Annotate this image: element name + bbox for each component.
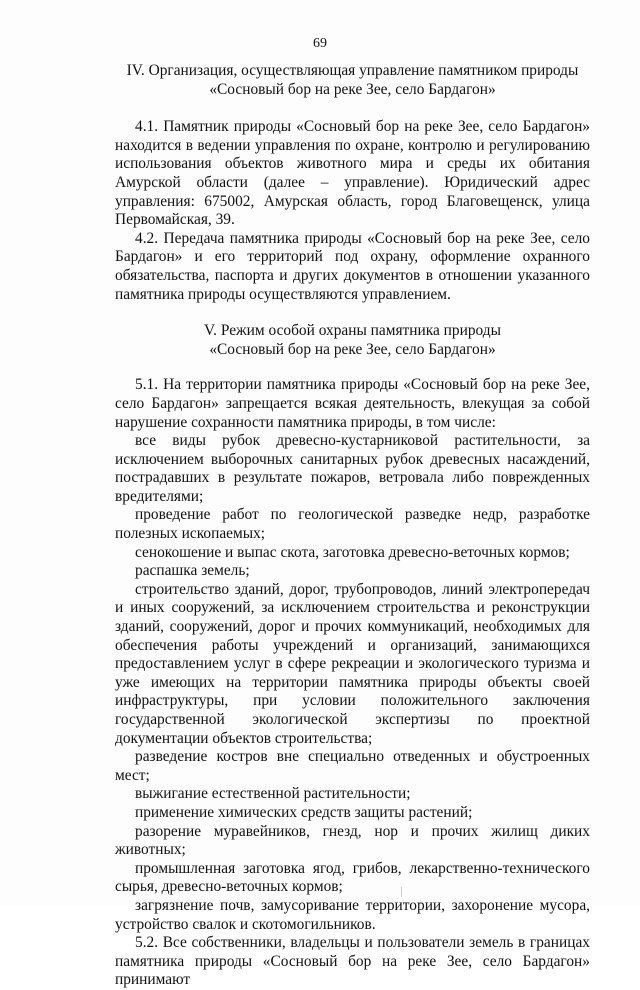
section-5-title-line-1: V. Режим особой охраны памятника природы xyxy=(204,322,501,340)
section-5-title-line-2: «Сосновый бор на реке Зее, село Бардагон» xyxy=(209,340,496,358)
section-5-heading xyxy=(115,322,590,359)
paragraph-4-2: 4.2. Передача памятника природы «Сосновый бор на реке Зее, село Бардагон» и его территорий под охрану, оформление охранного обязательства, паспорта и других документов в отношении указанного памятника природы осуществляются управлением. xyxy=(115,229,590,303)
paragraph-4-1: 4.1. Памятник природы «Сосновый бор на реке Зее, село Бардагон» находится в ведении управления по охране, контролю и регулированию использования объектов животного мира и среды их обитания Амурской области (далее – управление). Юридический адрес управления: 675002, Амурская область, город Благовещенск, улица Первомайская, 39. xyxy=(115,118,590,229)
list-item-construction: строительство зданий, дорог, трубопроводов, линий электропередач и иных сооружений, за исключением строительства и реконструкции зданий, сооружений, дорог и прочих коммуникаций, необходимых для обеспечения работы учреждений и организаций, занимающихся предоставлением услуг в сфере рекреации и экологического туризма и уже имеющих на территории памятника природы объекты своей инфраструктуры, при условии положительного заключения государственной экологической экспертизы по проектной документации объектов строительства; xyxy=(115,580,590,747)
list-item-harvesting: промышленная заготовка ягод, грибов, лекарственно-технического сырья, древесно-веточных кормов; xyxy=(115,859,590,896)
list-item-logging: все виды рубок древесно-кустарниковой растительности, за исключением выборочных санитарных рубок древесных насаждений, пострадавших в результате пожаров, ветровала либо поврежденных вредителями; xyxy=(115,432,590,505)
list-item-haymaking: сенокошение и выпас скота, заготовка древесно-веточных кормов; xyxy=(135,543,570,561)
section-4-title-line-1: IV. Организация, осуществляющая управление памятником природы xyxy=(126,62,579,79)
list-item-pollution: загрязнение почв, замусоривание территории, захоронение мусора, устройство свалок и скотомогильников. xyxy=(115,896,590,933)
scan-mark xyxy=(401,887,402,897)
spacer xyxy=(115,99,590,118)
list-item-burning: выжигание естественной растительности; xyxy=(135,785,411,803)
paragraph-5-2: 5.2. Все собственники, владельцы и пользователи земель в границах памятника природы «Сосновый бор на реке Зее, село Бардагон» принимают xyxy=(115,934,590,989)
section-4-heading xyxy=(115,62,590,99)
section-4-title-line-2: «Сосновый бор на реке Зее, село Бардагон» xyxy=(209,80,496,98)
list-item-chemicals: применение химических средств защиты растений; xyxy=(135,803,473,821)
list-item-geology: проведение работ по геологической разведке недр, разработке полезных ископаемых; xyxy=(115,506,590,543)
document-body xyxy=(115,62,590,990)
list-item-fires: разведение костров вне специально отведенных и обустроенных мест; xyxy=(115,748,590,784)
spacer xyxy=(115,359,590,376)
page-number: 69 xyxy=(313,36,327,51)
paragraph-5-1: 5.1. На территории памятника природы «Сосновый бор на реке Зее, село Бардагон» запрещается всякая деятельность, влекущая за собой нарушение сохранности памятника природы, в том числе: xyxy=(115,376,590,431)
spacer xyxy=(115,304,590,322)
list-item-plowing: распашка земель; xyxy=(135,562,250,580)
list-item-nests: разорение муравейников, гнезд, нор и прочих жилищ диких животных; xyxy=(115,822,590,859)
